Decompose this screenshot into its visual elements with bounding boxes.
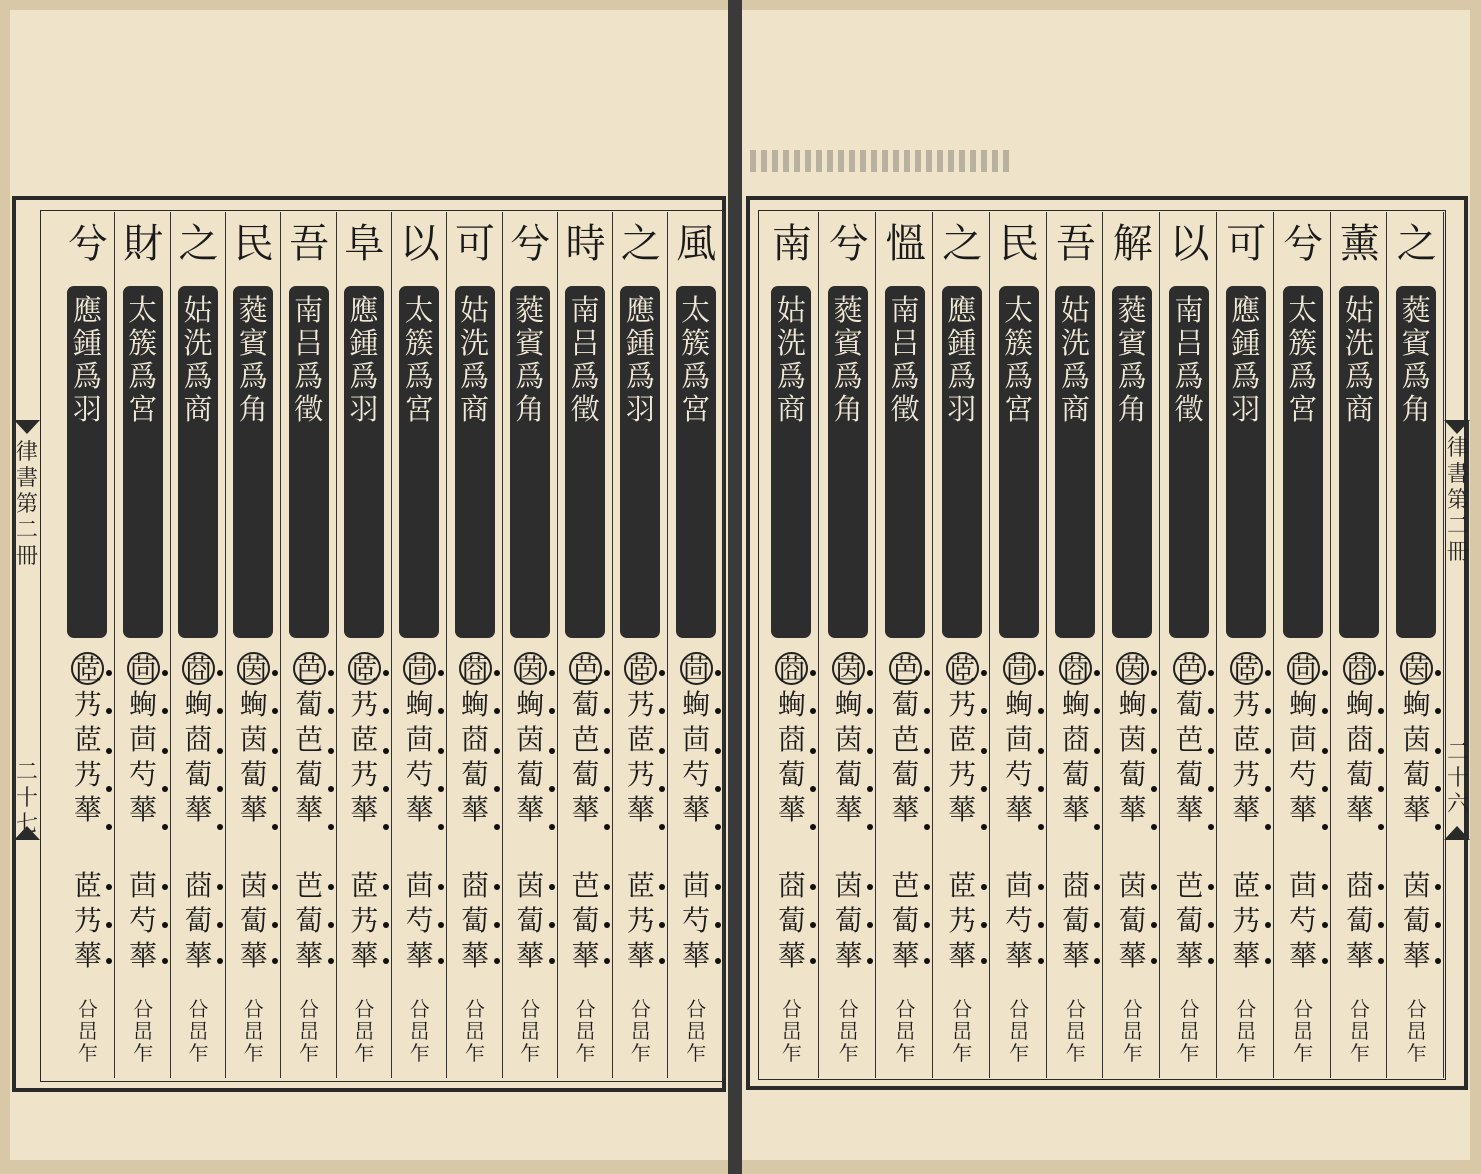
beat-dot-mark xyxy=(383,922,389,928)
lyric-character: 可 xyxy=(455,221,495,267)
beat-dot-mark xyxy=(549,884,555,890)
pitch-label-text: 太 簇 爲 宮 xyxy=(681,293,711,426)
pitch-label-text: 姑 洗 爲 商 xyxy=(1344,293,1374,426)
beat-dot-mark xyxy=(1322,958,1328,964)
score-column xyxy=(226,212,281,1078)
notation-group-2: 茵 蔔 蕐 xyxy=(1118,869,1147,972)
beat-dot-mark xyxy=(328,824,334,830)
notation-group-1: 莔 蜔 莔 蔔 蕐 xyxy=(460,653,489,826)
beat-dot-mark xyxy=(715,708,721,714)
beat-dot-mark xyxy=(1322,922,1328,928)
beat-dot-mark xyxy=(494,922,500,928)
pitch-label-text: 應 鍾 爲 羽 xyxy=(625,293,655,426)
notation-group-2: 莔 蔔 蕐 xyxy=(777,869,806,972)
beat-dot-mark xyxy=(162,786,168,792)
notation-group-1: 莔 蜔 莔 蔔 蕐 xyxy=(777,653,806,826)
beat-dot-mark xyxy=(659,824,665,830)
pitch-label-block xyxy=(455,286,495,638)
notation-group-2: 茴 芍 蕐 xyxy=(405,869,434,972)
notation-group-2: 茝 艿 蕐 xyxy=(626,869,655,972)
lyric-character: 解 xyxy=(1112,221,1153,267)
beat-dot-mark xyxy=(217,786,223,792)
beat-dot-mark xyxy=(328,708,334,714)
pitch-label-block xyxy=(1283,286,1323,638)
beat-dot-mark xyxy=(1265,922,1271,928)
beat-dot-mark xyxy=(1265,884,1271,890)
beat-dot-mark xyxy=(494,824,500,830)
score-column xyxy=(1048,212,1103,1078)
notation-group-2: 茵 蔔 蕐 xyxy=(1402,869,1431,972)
score-column xyxy=(1332,212,1387,1078)
notation-group-1: 茝 艿 茝 艿 蕐 xyxy=(626,653,655,826)
beat-dot-mark xyxy=(549,958,555,964)
notation-group-2: 茴 芍 蕐 xyxy=(1005,869,1034,972)
beat-dot-mark xyxy=(924,884,930,890)
beat-dot-mark xyxy=(494,884,500,890)
score-column xyxy=(764,212,819,1078)
beat-dot-mark xyxy=(924,922,930,928)
beat-dot-mark xyxy=(217,824,223,830)
notation-group-2: 茝 艿 蕐 xyxy=(73,869,102,972)
score-column xyxy=(558,212,613,1078)
pitch-label-text: 蕤 賓 爲 角 xyxy=(515,293,545,426)
lyric-character: 時 xyxy=(565,221,606,267)
lyric-character: 可 xyxy=(1226,221,1267,267)
pitch-label-text: 南 吕 爲 徵 xyxy=(570,293,600,426)
pitch-label-block xyxy=(1169,286,1209,638)
score-column xyxy=(503,212,558,1078)
pitch-label-block xyxy=(676,286,716,638)
beat-dot-mark xyxy=(715,670,721,676)
beat-dot-mark xyxy=(549,786,555,792)
pitch-label-text: 應 鍾 爲 羽 xyxy=(947,293,977,426)
right-margin-title: 律書第二冊 xyxy=(1446,436,1469,565)
notation-group-2: 茴 芍 蕐 xyxy=(682,869,711,972)
beat-dot-mark xyxy=(549,824,555,830)
notation-group-1: 茴 蜔 茴 芍 蕐 xyxy=(129,653,158,826)
notation-group-1: 茴 蜔 茴 芍 蕐 xyxy=(682,653,711,826)
beat-dot-mark xyxy=(1208,786,1214,792)
pitch-label-text: 蕤 賓 爲 角 xyxy=(1401,293,1431,426)
notation-group-1: 茴 蜔 茴 芍 蕐 xyxy=(405,653,434,826)
notation-group-1: 芭 蔔 芭 蔔 蕐 xyxy=(1175,653,1204,826)
beat-dot-mark xyxy=(1038,824,1044,830)
beat-dot-mark xyxy=(217,748,223,754)
beat-dot-mark xyxy=(1038,670,1044,676)
notation-group-2: 茵 蔔 蕐 xyxy=(834,869,863,972)
pitch-label-block xyxy=(123,286,163,638)
beat-dot-mark xyxy=(715,748,721,754)
beat-dot-mark xyxy=(162,708,168,714)
pitch-label-block xyxy=(233,286,273,638)
beat-dot-mark xyxy=(715,958,721,964)
pitch-label-block xyxy=(1226,286,1266,638)
ending-marker: 㕣 旵 乍 xyxy=(299,997,320,1065)
lyric-character: 之 xyxy=(178,221,219,267)
beat-dot-mark xyxy=(924,708,930,714)
right-fishtail-bottom-icon xyxy=(1444,826,1470,840)
pitch-label-block xyxy=(289,286,329,638)
pitch-label-block xyxy=(828,286,868,638)
score-column xyxy=(116,212,171,1078)
notation-group-2: 芭 蔔 蕐 xyxy=(1175,869,1204,972)
notation-group-1: 茝 艿 茝 艿 蕐 xyxy=(1232,653,1261,826)
left-margin-page-number: 二十七 xyxy=(15,760,38,837)
beat-dot-mark xyxy=(217,708,223,714)
book-gutter xyxy=(728,0,742,1174)
pitch-label-block xyxy=(1112,286,1152,638)
beat-dot-mark xyxy=(1038,786,1044,792)
beat-dot-mark xyxy=(383,708,389,714)
pitch-label-text: 姑 洗 爲 商 xyxy=(459,293,489,426)
beat-dot-mark xyxy=(328,884,334,890)
ending-marker: 㕣 旵 乍 xyxy=(1065,997,1086,1065)
beat-dot-mark xyxy=(715,786,721,792)
ending-marker: 㕣 旵 乍 xyxy=(838,997,859,1065)
beat-dot-mark xyxy=(924,786,930,792)
lyric-character: 慍 xyxy=(885,221,926,267)
pitch-label-block xyxy=(344,286,384,638)
pitch-label-text: 南 吕 爲 徵 xyxy=(1174,293,1204,426)
notation-group-1: 茵 蜔 茵 蔔 蕐 xyxy=(834,653,863,826)
notation-group-1: 茝 艿 茝 艿 蕐 xyxy=(948,653,977,826)
pitch-label-block xyxy=(885,286,925,638)
notation-group-2: 芭 蔔 蕐 xyxy=(891,869,920,972)
pitch-label-block xyxy=(1055,286,1095,638)
beat-dot-mark xyxy=(1208,670,1214,676)
pitch-label-text: 太 簇 爲 宮 xyxy=(128,293,158,426)
left-fishtail-bottom-icon xyxy=(14,826,40,840)
score-column xyxy=(392,212,447,1078)
right-margin-page-number: 二十六 xyxy=(1446,740,1469,817)
pitch-label-text: 姑 洗 爲 商 xyxy=(183,293,213,426)
score-column xyxy=(1162,212,1217,1078)
score-column xyxy=(878,212,933,1078)
beat-dot-mark xyxy=(1208,884,1214,890)
score-column xyxy=(992,212,1047,1078)
beat-dot-mark xyxy=(1094,824,1100,830)
ending-marker: 㕣 旵 乍 xyxy=(1349,997,1370,1065)
notation-group-2: 芭 蔔 蕐 xyxy=(571,869,600,972)
beat-dot-mark xyxy=(981,670,987,676)
score-column xyxy=(935,212,990,1078)
notation-group-1: 茴 蜔 茴 芍 蕐 xyxy=(1289,653,1318,826)
lyric-character: 兮 xyxy=(510,221,551,267)
pitch-label-text: 南 吕 爲 徵 xyxy=(294,293,324,426)
notation-group-2: 茝 艿 蕐 xyxy=(948,869,977,972)
lyric-character: 民 xyxy=(233,221,274,267)
notation-group-2: 莔 蔔 蕐 xyxy=(460,869,489,972)
lyric-character: 兮 xyxy=(67,221,108,267)
ink-bleed-mark xyxy=(750,150,1010,172)
notation-group-1: 莔 蜔 莔 蔔 蕐 xyxy=(184,653,213,826)
ending-marker: 㕣 旵 乍 xyxy=(781,997,802,1065)
beat-dot-mark xyxy=(981,708,987,714)
ending-marker: 㕣 旵 乍 xyxy=(1406,997,1427,1065)
score-column xyxy=(613,212,668,1078)
left-fishtail-top-icon xyxy=(14,420,40,434)
beat-dot-mark xyxy=(162,922,168,928)
beat-dot-mark xyxy=(217,922,223,928)
beat-dot-mark xyxy=(981,958,987,964)
beat-dot-mark xyxy=(383,748,389,754)
ending-marker: 㕣 旵 乍 xyxy=(243,997,264,1065)
beat-dot-mark xyxy=(328,786,334,792)
ending-marker: 㕣 旵 乍 xyxy=(77,997,98,1065)
beat-dot-mark xyxy=(1265,786,1271,792)
beat-dot-mark xyxy=(106,824,112,830)
pitch-label-block xyxy=(1396,286,1436,638)
beat-dot-mark xyxy=(715,824,721,830)
pitch-label-block xyxy=(999,286,1039,638)
beat-dot-mark xyxy=(162,824,168,830)
beat-dot-mark xyxy=(162,884,168,890)
beat-dot-mark xyxy=(162,748,168,754)
ending-marker: 㕣 旵 乍 xyxy=(1122,997,1143,1065)
right-fishtail-top-icon xyxy=(1444,420,1470,434)
score-column xyxy=(669,212,724,1078)
pitch-label-block xyxy=(510,286,550,638)
pitch-label-block xyxy=(620,286,660,638)
beat-dot-mark xyxy=(494,748,500,754)
score-column xyxy=(1276,212,1331,1078)
beat-dot-mark xyxy=(217,670,223,676)
beat-dot-mark xyxy=(981,922,987,928)
ending-marker: 㕣 旵 乍 xyxy=(575,997,596,1065)
beat-dot-mark xyxy=(924,958,930,964)
lyric-character: 以 xyxy=(399,221,440,267)
left-margin-title: 律書第二冊 xyxy=(15,440,38,569)
pitch-label-text: 太 簇 爲 宮 xyxy=(404,293,434,426)
score-column xyxy=(60,212,115,1078)
beat-dot-mark xyxy=(1208,958,1214,964)
notation-group-1: 芭 蔔 芭 蔔 蕐 xyxy=(571,653,600,826)
score-column xyxy=(171,212,226,1078)
beat-dot-mark xyxy=(328,922,334,928)
score-column xyxy=(448,212,503,1078)
lyric-character: 薰 xyxy=(1339,221,1380,267)
beat-dot-mark xyxy=(328,958,334,964)
beat-dot-mark xyxy=(981,748,987,754)
score-column xyxy=(1219,212,1274,1078)
notation-group-2: 莔 蔔 蕐 xyxy=(184,869,213,972)
score-column xyxy=(282,212,337,1078)
pitch-label-text: 應 鍾 爲 羽 xyxy=(349,293,379,426)
beat-dot-mark xyxy=(1208,708,1214,714)
ending-marker: 㕣 旵 乍 xyxy=(520,997,541,1065)
beat-dot-mark xyxy=(981,824,987,830)
beat-dot-mark xyxy=(867,824,873,830)
lyric-character: 兮 xyxy=(828,221,869,267)
beat-dot-mark xyxy=(383,884,389,890)
beat-dot-mark xyxy=(1208,824,1214,830)
beat-dot-mark xyxy=(1265,670,1271,676)
notation-group-1: 芭 蔔 芭 蔔 蕐 xyxy=(891,653,920,826)
pitch-label-text: 蕤 賓 爲 角 xyxy=(1117,293,1147,426)
notation-group-1: 茴 蜔 茴 芍 蕐 xyxy=(1005,653,1034,826)
pitch-label-block xyxy=(942,286,982,638)
beat-dot-mark xyxy=(1208,922,1214,928)
lyric-character: 民 xyxy=(999,221,1040,267)
lyric-character: 兮 xyxy=(1283,221,1324,267)
ending-marker: 㕣 旵 乍 xyxy=(1293,997,1314,1065)
beat-dot-mark xyxy=(494,786,500,792)
beat-dot-mark xyxy=(1038,748,1044,754)
notation-group-2: 茵 蔔 蕐 xyxy=(239,869,268,972)
pitch-label-text: 蕤 賓 爲 角 xyxy=(833,293,863,426)
pitch-label-block xyxy=(771,286,811,638)
ending-marker: 㕣 旵 乍 xyxy=(952,997,973,1065)
beat-dot-mark xyxy=(438,824,444,830)
pitch-label-text: 應 鍾 爲 羽 xyxy=(72,293,102,426)
ending-marker: 㕣 旵 乍 xyxy=(133,997,154,1065)
notation-group-2: 莔 蔔 蕐 xyxy=(1061,869,1090,972)
lyric-character: 財 xyxy=(123,221,164,267)
beat-dot-mark xyxy=(494,958,500,964)
beat-dot-mark xyxy=(494,670,500,676)
beat-dot-mark xyxy=(1322,884,1328,890)
pitch-label-text: 太 簇 爲 宮 xyxy=(1004,293,1034,426)
pitch-label-text: 南 吕 爲 徵 xyxy=(890,293,920,426)
beat-dot-mark xyxy=(1322,708,1328,714)
beat-dot-mark xyxy=(494,708,500,714)
lyric-character: 吾 xyxy=(1055,221,1096,267)
lyric-character: 之 xyxy=(1396,221,1437,267)
pitch-label-text: 姑 洗 爲 商 xyxy=(776,293,806,426)
ending-marker: 㕣 旵 乍 xyxy=(1009,997,1030,1065)
notation-group-2: 茴 芍 蕐 xyxy=(1289,869,1318,972)
lyric-character: 之 xyxy=(942,221,983,267)
pitch-label-block xyxy=(67,286,107,638)
notation-group-2: 茝 艿 蕐 xyxy=(1232,869,1261,972)
lyric-character: 以 xyxy=(1169,221,1210,267)
beat-dot-mark xyxy=(924,670,930,676)
beat-dot-mark xyxy=(715,922,721,928)
beat-dot-mark xyxy=(1038,708,1044,714)
beat-dot-mark xyxy=(1322,824,1328,830)
score-column xyxy=(821,212,876,1078)
lyric-character: 之 xyxy=(620,221,661,267)
notation-group-1: 茝 艿 茝 艿 蕐 xyxy=(73,653,102,826)
score-column xyxy=(337,212,392,1078)
notation-group-1: 莔 蜔 莔 蔔 蕐 xyxy=(1345,653,1374,826)
notation-group-2: 茵 蔔 蕐 xyxy=(516,869,545,972)
ending-marker: 㕣 旵 乍 xyxy=(1236,997,1257,1065)
beat-dot-mark xyxy=(1265,958,1271,964)
ending-marker: 㕣 旵 乍 xyxy=(630,997,651,1065)
beat-dot-mark xyxy=(1265,748,1271,754)
notation-group-1: 芭 蔔 芭 蔔 蕐 xyxy=(295,653,324,826)
beat-dot-mark xyxy=(272,824,278,830)
ending-marker: 㕣 旵 乍 xyxy=(686,997,707,1065)
beat-dot-mark xyxy=(1378,824,1384,830)
notation-group-1: 茝 艿 茝 艿 蕐 xyxy=(350,653,379,826)
notation-group-1: 茵 蜔 茵 蔔 蕐 xyxy=(239,653,268,826)
beat-dot-mark xyxy=(1322,786,1328,792)
beat-dot-mark xyxy=(1322,670,1328,676)
beat-dot-mark xyxy=(604,824,610,830)
pitch-label-block xyxy=(1339,286,1379,638)
beat-dot-mark xyxy=(383,824,389,830)
score-column xyxy=(1105,212,1160,1078)
notation-group-2: 芭 蔔 蕐 xyxy=(295,869,324,972)
beat-dot-mark xyxy=(981,786,987,792)
beat-dot-mark xyxy=(981,884,987,890)
beat-dot-mark xyxy=(924,748,930,754)
ending-marker: 㕣 旵 乍 xyxy=(409,997,430,1065)
pitch-label-text: 應 鍾 爲 羽 xyxy=(1231,293,1261,426)
ending-marker: 㕣 旵 乍 xyxy=(354,997,375,1065)
beat-dot-mark xyxy=(1151,824,1157,830)
pitch-label-text: 姑 洗 爲 商 xyxy=(1060,293,1090,426)
pitch-label-text: 太 簇 爲 宮 xyxy=(1288,293,1318,426)
notation-group-1: 莔 蜔 莔 蔔 蕐 xyxy=(1061,653,1090,826)
beat-dot-mark xyxy=(924,824,930,830)
lyric-character: 南 xyxy=(771,221,812,267)
beat-dot-mark xyxy=(217,958,223,964)
beat-dot-mark xyxy=(383,786,389,792)
beat-dot-mark xyxy=(1435,824,1441,830)
ending-marker: 㕣 旵 乍 xyxy=(1179,997,1200,1065)
ending-marker: 㕣 旵 乍 xyxy=(188,997,209,1065)
notation-group-2: 茝 艿 蕐 xyxy=(350,869,379,972)
ending-marker: 㕣 旵 乍 xyxy=(465,997,485,1065)
beat-dot-mark xyxy=(549,670,555,676)
lyric-character: 吾 xyxy=(289,221,330,267)
lyric-character: 阜 xyxy=(344,221,385,267)
notation-group-1: 茵 蜔 茵 蔔 蕐 xyxy=(1402,653,1431,826)
beat-dot-mark xyxy=(810,824,816,830)
beat-dot-mark xyxy=(549,708,555,714)
beat-dot-mark xyxy=(715,884,721,890)
beat-dot-mark xyxy=(217,884,223,890)
beat-dot-mark xyxy=(162,958,168,964)
beat-dot-mark xyxy=(1038,958,1044,964)
pitch-label-block xyxy=(178,286,218,638)
notation-group-1: 茵 蜔 茵 蔔 蕐 xyxy=(516,653,545,826)
beat-dot-mark xyxy=(328,748,334,754)
notation-group-1: 茵 蜔 茵 蔔 蕐 xyxy=(1118,653,1147,826)
beat-dot-mark xyxy=(383,670,389,676)
beat-dot-mark xyxy=(1038,884,1044,890)
beat-dot-mark xyxy=(1265,708,1271,714)
score-column xyxy=(1389,212,1444,1078)
beat-dot-mark xyxy=(328,670,334,676)
notation-group-2: 茴 芍 蕐 xyxy=(129,869,158,972)
beat-dot-mark xyxy=(162,670,168,676)
notation-group-2: 莔 蔔 蕐 xyxy=(1345,869,1374,972)
beat-dot-mark xyxy=(549,922,555,928)
beat-dot-mark xyxy=(1208,748,1214,754)
lyric-character: 風 xyxy=(676,221,717,267)
ending-marker: 㕣 旵 乍 xyxy=(895,997,916,1065)
beat-dot-mark xyxy=(549,748,555,754)
beat-dot-mark xyxy=(1322,748,1328,754)
beat-dot-mark xyxy=(1038,922,1044,928)
beat-dot-mark xyxy=(1265,824,1271,830)
pitch-label-block xyxy=(565,286,605,638)
pitch-label-text: 蕤 賓 爲 角 xyxy=(238,293,268,426)
beat-dot-mark xyxy=(383,958,389,964)
pitch-label-block xyxy=(399,286,439,638)
